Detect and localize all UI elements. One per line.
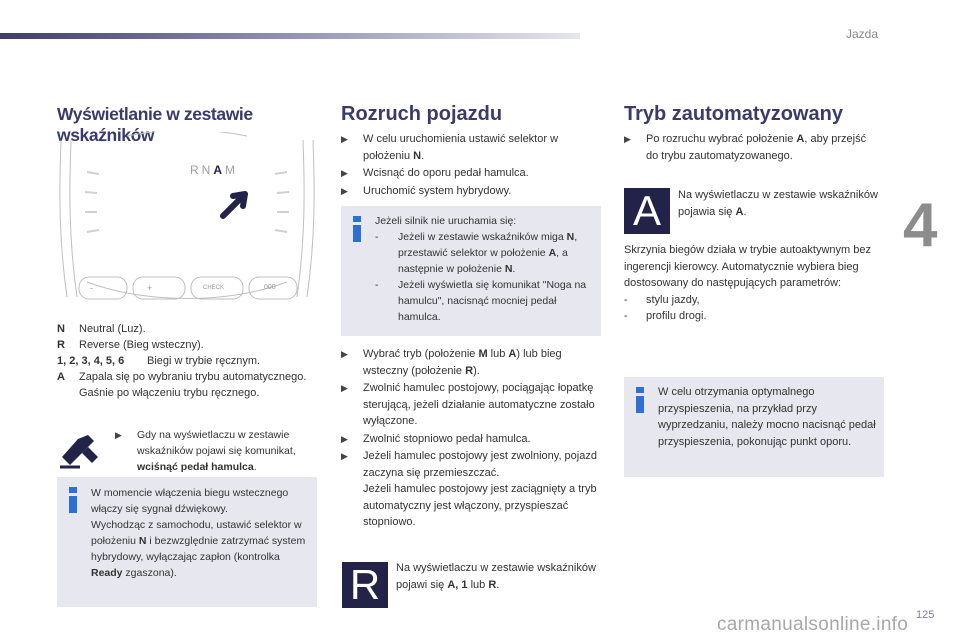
gear-legend — [57, 321, 317, 401]
step-item: ▶ Uruchomić system hybrydowy. — [341, 183, 601, 200]
right-title: Tryb zautomatyzowany — [624, 103, 843, 125]
arrow-bullet-icon: ▶ — [341, 451, 348, 461]
left-info-box — [57, 477, 317, 607]
foot-on-pedal-icon — [58, 427, 102, 469]
arrow-bullet-icon: ▶ — [341, 185, 348, 196]
left-title: Wyświetlanie w zestawie wskaźników — [57, 104, 253, 145]
arrow-bullet-icon: ▶ — [341, 134, 348, 144]
middle-info-text: Jeżeli silnik nie uruchamia się: - Jeżeli w zestawie wskaźników miga N, przestawić selektor w położenie A, a następnie w położenie N. - Jeżeli wyświetla się komunikat "Noga na hamulcu", nacisnąć mocniej pedał hamulca. — [375, 213, 597, 325]
info-dash-item: - Jeżeli wyświetla się komunikat "Noga na hamulcu", nacisnąć mocniej pedał hamulca. — [375, 279, 587, 323]
section-label: Jazda — [846, 27, 879, 41]
gear-a: A — [213, 163, 226, 177]
step-item: ▶ Zwolnić hamulec postojowy, pociągając łopatkę sterującą, jeżeli działanie automatyczne zostało wyłączone. — [341, 382, 595, 427]
arrow-bullet-icon: ▶ — [341, 383, 348, 393]
right-info-box — [624, 377, 884, 477]
gear-r: R — [190, 163, 202, 177]
arrow-bullet-icon: ▶ — [341, 349, 348, 359]
a-box-text: Na wyświetlaczu w zestawie wskaźników pojawia się A. — [678, 189, 878, 218]
page-number: 125 — [916, 609, 935, 621]
gear-r-symbol: R — [342, 562, 388, 608]
auto-step — [624, 131, 879, 165]
param-item: - stylu jazdy, — [624, 293, 700, 306]
info-icon — [636, 387, 644, 413]
start-steps — [341, 131, 601, 200]
arrow-bullet-icon: ▶ — [115, 430, 122, 440]
legend-row: N Neutral (Luz). — [57, 323, 146, 335]
step-item: ▶ W celu uruchomienia ustawić selektor w położeniu N. — [341, 133, 559, 162]
dashboard-illustration — [57, 132, 317, 312]
right-info-text: W celu otrzymania optymalnego przyspieszenia, na przykład przy wyprzedzaniu, należy mocno nacisnąć pedał przyspieszenia, pokonując punkt oporu. — [658, 386, 876, 448]
drive-steps — [341, 346, 603, 532]
gear-a-symbol: A — [624, 188, 670, 234]
step-item: ▶ Wybrać tryb (położenie M lub A) lub bieg wsteczny (położenie R). — [341, 348, 562, 377]
gear-m: M — [225, 163, 239, 177]
legend-row: R Reverse (Bieg wsteczny). — [57, 339, 204, 351]
step-item: ▶ Po rozruchu wybrać położenie A, aby przejść do trybu zautomatyzowanego. — [624, 133, 867, 162]
watermark: carmanualsonline.info — [717, 614, 909, 635]
step-item: ▶ Zwolnić stopniowo pedał hamulca. — [341, 431, 603, 448]
param-item: - profilu drogi. — [624, 310, 707, 322]
dash-btn-plus: + — [147, 283, 153, 293]
legend-row: 1, 2, 3, 4, 5, 6 Biegi w trybie ręcznym. — [57, 355, 261, 367]
arrow-bullet-icon: ▶ — [624, 134, 631, 144]
info-icon — [353, 216, 361, 242]
foot-tip-item: ▶ Gdy na wyświetlaczu w zestawie wskaźników pojawi się komunikat, wciśnąć pedał hamulca. — [115, 429, 296, 473]
auto-body: Skrzynia biegów działa w trybie autoaktywnym bez ingerencji kierowcy. Automatycznie wybiera bieg dostosowany do następujących parametrów: - stylu jazdy, - profilu drogi. — [624, 242, 882, 325]
step-item: ▶ Wcisnąć do oporu pedał hamulca. — [341, 165, 601, 182]
chapter-number: 4 — [903, 191, 938, 260]
middle-title: Rozruch pojazdu — [341, 103, 503, 125]
step-item: ▶ Jeżeli hamulec postojowy jest zwolniony, pojazd zaczyna się przemieszczać. Jeżeli hamulec postojowy jest zaciągnięty a tryb automatyczny jest włączony, przyspieszać stopniowo. — [341, 450, 597, 528]
r-box-text: Na wyświetlaczu w zestawie wskaźników pojawi się A, 1 lub R. — [396, 562, 596, 591]
left-info-text: W momencie włączenia biegu wstecznego włączy się sygnał dźwiękowy. Wychodząc z samochodu, ustawić selektor w położeniu N i bezwzględnie zatrzymać system hybrydowy, wyłączając zapłon (kontrolka Ready zgaszona). — [91, 487, 306, 579]
dash-btn-check: CHECK — [203, 285, 225, 291]
arrow-bullet-icon: ▶ — [341, 168, 348, 178]
header-bar — [0, 33, 580, 39]
info-icon — [69, 487, 77, 513]
info-dash-item: - Jeżeli w zestawie wskaźników miga N, przestawić selektor w położenie A, a następnie w położenie N. — [375, 231, 578, 275]
middle-info-box — [341, 206, 601, 336]
gear-display — [190, 163, 260, 177]
arrow-bullet-icon: ▶ — [341, 433, 348, 444]
foot-tip — [115, 427, 315, 476]
legend-row: A Zapala się po wybraniu trybu automatycznego. Gaśnie po włączeniu trybu ręcznego. — [57, 371, 307, 399]
dash-btn-odo: 000 — [264, 284, 276, 291]
dash-btn-minus: - — [90, 283, 93, 293]
gear-n: N — [201, 163, 214, 177]
